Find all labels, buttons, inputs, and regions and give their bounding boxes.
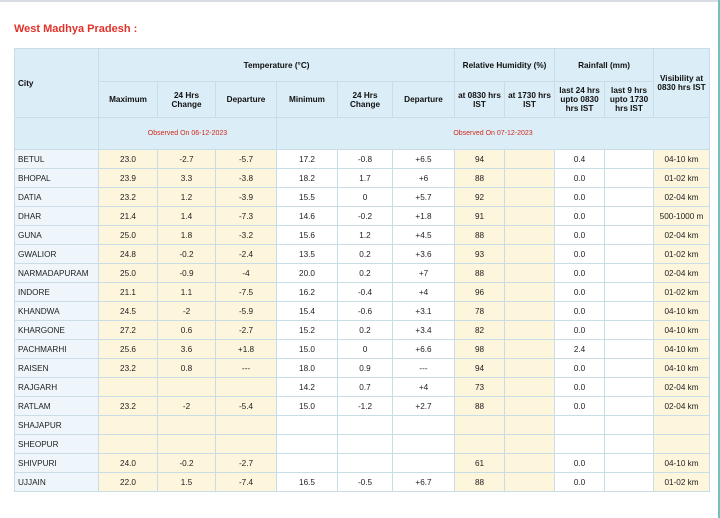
min-cell: 16.2 [277,283,338,302]
header-max-departure: Departure [216,82,277,118]
top-border [0,0,720,2]
table-row [15,264,710,283]
city-cell: KHANDWA [15,302,99,321]
rh-0830-cell: 78 [455,302,505,321]
rh-1730-cell [505,150,555,169]
rain-9-cell [605,416,654,435]
max-cell [99,378,158,397]
rh-1730-cell [505,264,555,283]
min-cell: 15.0 [277,340,338,359]
rh-1730-cell [505,378,555,397]
max-departure-cell: -5.4 [216,397,277,416]
rain-24-cell: 0.0 [555,283,605,302]
min-cell: 17.2 [277,150,338,169]
city-cell: RATLAM [15,397,99,416]
rh-1730-cell [505,359,555,378]
rh-1730-cell [505,283,555,302]
rh-1730-cell [505,207,555,226]
min-departure-cell [393,454,455,473]
min-change-cell: 0.2 [338,245,393,264]
visibility-cell: 02-04 km [654,378,710,397]
max-departure-cell: -4 [216,264,277,283]
rh-1730-cell [505,188,555,207]
city-cell: BHOPAL [15,169,99,188]
rain-9-cell [605,359,654,378]
max-departure-cell: -7.3 [216,207,277,226]
rh-1730-cell [505,435,555,454]
rain-9-cell [605,454,654,473]
visibility-cell: 02-04 km [654,226,710,245]
visibility-cell: 01-02 km [654,245,710,264]
table-row [15,397,710,416]
visibility-cell: 04-10 km [654,340,710,359]
min-cell [277,435,338,454]
observed-min-date: Observed On 07-12-2023 [277,118,710,150]
max-cell: 23.2 [99,188,158,207]
max-cell: 21.4 [99,207,158,226]
min-change-cell: 0.9 [338,359,393,378]
rain-9-cell [605,340,654,359]
rain-24-cell: 0.0 [555,473,605,492]
visibility-cell [654,416,710,435]
max-cell: 25.0 [99,264,158,283]
table-row [15,207,710,226]
max-change-cell: -2 [158,397,216,416]
rh-0830-cell: 88 [455,169,505,188]
max-cell: 22.0 [99,473,158,492]
visibility-cell: 01-02 km [654,169,710,188]
city-cell: SHEOPUR [15,435,99,454]
max-change-cell: 3.6 [158,340,216,359]
max-cell: 23.2 [99,397,158,416]
min-change-cell: -1.2 [338,397,393,416]
rain-9-cell [605,283,654,302]
table-row [15,321,710,340]
rh-0830-cell: 88 [455,264,505,283]
min-departure-cell: +1.8 [393,207,455,226]
max-cell: 25.0 [99,226,158,245]
rh-0830-cell: 98 [455,340,505,359]
min-departure-cell: +4 [393,378,455,397]
city-cell: SHIVPURI [15,454,99,473]
min-cell: 20.0 [277,264,338,283]
header-visibility: Visibility at 0830 hrs IST [654,49,710,118]
min-change-cell: -0.8 [338,150,393,169]
table-body [15,150,710,492]
rh-0830-cell: 92 [455,188,505,207]
visibility-cell: 04-10 km [654,359,710,378]
min-departure-cell [393,416,455,435]
rh-1730-cell [505,302,555,321]
rain-9-cell [605,245,654,264]
rain-9-cell [605,321,654,340]
header-min-departure: Departure [393,82,455,118]
max-departure-cell: +1.8 [216,340,277,359]
min-departure-cell: +3.6 [393,245,455,264]
rain-9-cell [605,150,654,169]
max-change-cell: 1.4 [158,207,216,226]
max-departure-cell [216,416,277,435]
visibility-cell: 02-04 km [654,188,710,207]
min-cell [277,454,338,473]
rain-24-cell [555,416,605,435]
table-row [15,340,710,359]
rain-9-cell [605,378,654,397]
max-departure-cell [216,435,277,454]
city-cell: GWALIOR [15,245,99,264]
max-departure-cell: --- [216,359,277,378]
rh-1730-cell [505,454,555,473]
rh-1730-cell [505,169,555,188]
max-cell [99,416,158,435]
min-cell: 15.2 [277,321,338,340]
rh-0830-cell: 94 [455,150,505,169]
rain-24-cell: 0.0 [555,245,605,264]
max-change-cell [158,378,216,397]
max-departure-cell: -3.2 [216,226,277,245]
min-departure-cell: +4.5 [393,226,455,245]
max-cell: 27.2 [99,321,158,340]
rain-24-cell: 0.0 [555,359,605,378]
min-change-cell: 1.7 [338,169,393,188]
rh-1730-cell [505,226,555,245]
rain-9-cell [605,397,654,416]
min-departure-cell: +6 [393,169,455,188]
header-rh-0830: at 0830 hrs IST [455,82,505,118]
min-change-cell: 1.2 [338,226,393,245]
rh-0830-cell: 82 [455,321,505,340]
table-row [15,226,710,245]
table-row [15,169,710,188]
table-row [15,188,710,207]
rh-0830-cell: 88 [455,397,505,416]
city-cell: BETUL [15,150,99,169]
rain-9-cell [605,188,654,207]
rain-24-cell [555,435,605,454]
rain-9-cell [605,435,654,454]
max-cell: 23.0 [99,150,158,169]
rain-9-cell [605,169,654,188]
rain-24-cell: 0.0 [555,169,605,188]
visibility-cell: 04-10 km [654,321,710,340]
table-row [15,302,710,321]
visibility-cell: 500-1000 m [654,207,710,226]
min-change-cell: 0.2 [338,264,393,283]
max-change-cell: 1.8 [158,226,216,245]
header-humidity-group: Relative Humidity (%) [455,49,555,82]
rh-0830-cell: 91 [455,207,505,226]
visibility-cell: 02-04 km [654,397,710,416]
header-rh-1730: at 1730 hrs IST [505,82,555,118]
visibility-cell: 01-02 km [654,283,710,302]
city-cell: UJJAIN [15,473,99,492]
min-departure-cell: +2.7 [393,397,455,416]
max-change-cell: 1.5 [158,473,216,492]
rh-0830-cell [455,416,505,435]
max-cell [99,435,158,454]
rh-1730-cell [505,245,555,264]
table-row [15,378,710,397]
rain-24-cell: 0.0 [555,454,605,473]
min-cell [277,416,338,435]
header-city: City [15,49,99,118]
min-departure-cell: +6.6 [393,340,455,359]
min-cell: 15.0 [277,397,338,416]
rain-24-cell: 0.0 [555,226,605,245]
max-cell: 24.5 [99,302,158,321]
rh-0830-cell: 61 [455,454,505,473]
rain-9-cell [605,473,654,492]
max-cell: 21.1 [99,283,158,302]
rh-0830-cell: 88 [455,473,505,492]
max-departure-cell: -7.4 [216,473,277,492]
table-row [15,473,710,492]
visibility-cell [654,435,710,454]
max-departure-cell: -2.4 [216,245,277,264]
max-change-cell [158,435,216,454]
min-departure-cell: +6.7 [393,473,455,492]
min-departure-cell: +5.7 [393,188,455,207]
rh-0830-cell: 88 [455,226,505,245]
rh-0830-cell: 73 [455,378,505,397]
rain-24-cell: 0.0 [555,207,605,226]
min-change-cell [338,435,393,454]
min-change-cell: -0.2 [338,207,393,226]
max-departure-cell: -3.9 [216,188,277,207]
city-cell: KHARGONE [15,321,99,340]
max-cell: 23.9 [99,169,158,188]
table-row [15,435,710,454]
rain-24-cell: 0.0 [555,378,605,397]
min-change-cell: 0 [338,340,393,359]
city-cell: INDORE [15,283,99,302]
max-cell: 24.8 [99,245,158,264]
rain-9-cell [605,226,654,245]
max-departure-cell: -5.7 [216,150,277,169]
min-change-cell: -0.6 [338,302,393,321]
max-change-cell: -0.2 [158,454,216,473]
min-departure-cell: +3.1 [393,302,455,321]
city-cell: RAJGARH [15,378,99,397]
visibility-cell: 04-10 km [654,150,710,169]
rain-24-cell: 0.0 [555,188,605,207]
city-cell: NARMADAPURAM [15,264,99,283]
min-departure-cell: +6.5 [393,150,455,169]
min-cell: 18.0 [277,359,338,378]
max-departure-cell: -2.7 [216,321,277,340]
max-change-cell [158,416,216,435]
min-departure-cell: +4 [393,283,455,302]
max-change-cell: -2 [158,302,216,321]
rain-24-cell: 0.0 [555,321,605,340]
min-cell: 15.4 [277,302,338,321]
min-change-cell: -0.4 [338,283,393,302]
max-departure-cell: -2.7 [216,454,277,473]
max-change-cell: 0.8 [158,359,216,378]
region-title: West Madhya Pradesh : [14,23,138,35]
visibility-cell: 01-02 km [654,473,710,492]
min-cell: 14.2 [277,378,338,397]
min-departure-cell [393,435,455,454]
weather-table [14,48,710,492]
table-row [15,416,710,435]
min-cell: 15.6 [277,226,338,245]
min-cell: 14.6 [277,207,338,226]
max-change-cell: 1.2 [158,188,216,207]
city-cell: DATIA [15,188,99,207]
min-cell: 18.2 [277,169,338,188]
observed-spacer [15,118,99,150]
table-row [15,245,710,264]
observed-max-date: Observed On 06-12-2023 [99,118,277,150]
city-cell: SHAJAPUR [15,416,99,435]
rain-24-cell: 2.4 [555,340,605,359]
header-maximum: Maximum [99,82,158,118]
table-row [15,283,710,302]
header-rainfall-group: Rainfall (mm) [555,49,654,82]
rain-9-cell [605,302,654,321]
max-change-cell: 1.1 [158,283,216,302]
table-row [15,359,710,378]
rh-1730-cell [505,321,555,340]
city-cell: DHAR [15,207,99,226]
rh-1730-cell [505,473,555,492]
city-cell: RAISEN [15,359,99,378]
max-cell: 24.0 [99,454,158,473]
min-change-cell: 0 [338,188,393,207]
header-rain-9hrs: last 9 hrs upto 1730 hrs IST [605,82,654,118]
max-change-cell: 3.3 [158,169,216,188]
rh-1730-cell [505,397,555,416]
city-cell: GUNA [15,226,99,245]
max-departure-cell: -5.9 [216,302,277,321]
visibility-cell: 04-10 km [654,454,710,473]
min-change-cell: -0.5 [338,473,393,492]
rh-0830-cell: 93 [455,245,505,264]
max-change-cell: -2.7 [158,150,216,169]
min-change-cell [338,454,393,473]
header-rain-24hrs: last 24 hrs upto 0830 hrs IST [555,82,605,118]
max-change-cell: -0.9 [158,264,216,283]
rain-24-cell: 0.0 [555,264,605,283]
min-cell: 13.5 [277,245,338,264]
header-max-change: 24 Hrs Change [158,82,216,118]
max-change-cell: 0.6 [158,321,216,340]
rh-0830-cell [455,435,505,454]
visibility-cell: 02-04 km [654,264,710,283]
table-row [15,150,710,169]
max-change-cell: -0.2 [158,245,216,264]
rh-1730-cell [505,340,555,359]
rh-0830-cell: 94 [455,359,505,378]
rain-9-cell [605,264,654,283]
min-cell: 15.5 [277,188,338,207]
max-departure-cell [216,378,277,397]
rh-0830-cell: 96 [455,283,505,302]
rain-24-cell: 0.0 [555,397,605,416]
header-min-change: 24 Hrs Change [338,82,393,118]
rain-24-cell: 0.0 [555,302,605,321]
min-departure-cell: --- [393,359,455,378]
header-minimum: Minimum [277,82,338,118]
header-temperature-group: Temperature (°C) [99,49,455,82]
table-row [15,454,710,473]
rain-9-cell [605,207,654,226]
min-change-cell: 0.7 [338,378,393,397]
rain-24-cell: 0.4 [555,150,605,169]
visibility-cell: 04-10 km [654,302,710,321]
rh-1730-cell [505,416,555,435]
city-cell: PACHMARHI [15,340,99,359]
min-cell: 16.5 [277,473,338,492]
min-change-cell: 0.2 [338,321,393,340]
min-change-cell [338,416,393,435]
max-cell: 23.2 [99,359,158,378]
max-departure-cell: -7.5 [216,283,277,302]
min-departure-cell: +7 [393,264,455,283]
max-departure-cell: -3.8 [216,169,277,188]
min-departure-cell: +3.4 [393,321,455,340]
max-cell: 25.6 [99,340,158,359]
